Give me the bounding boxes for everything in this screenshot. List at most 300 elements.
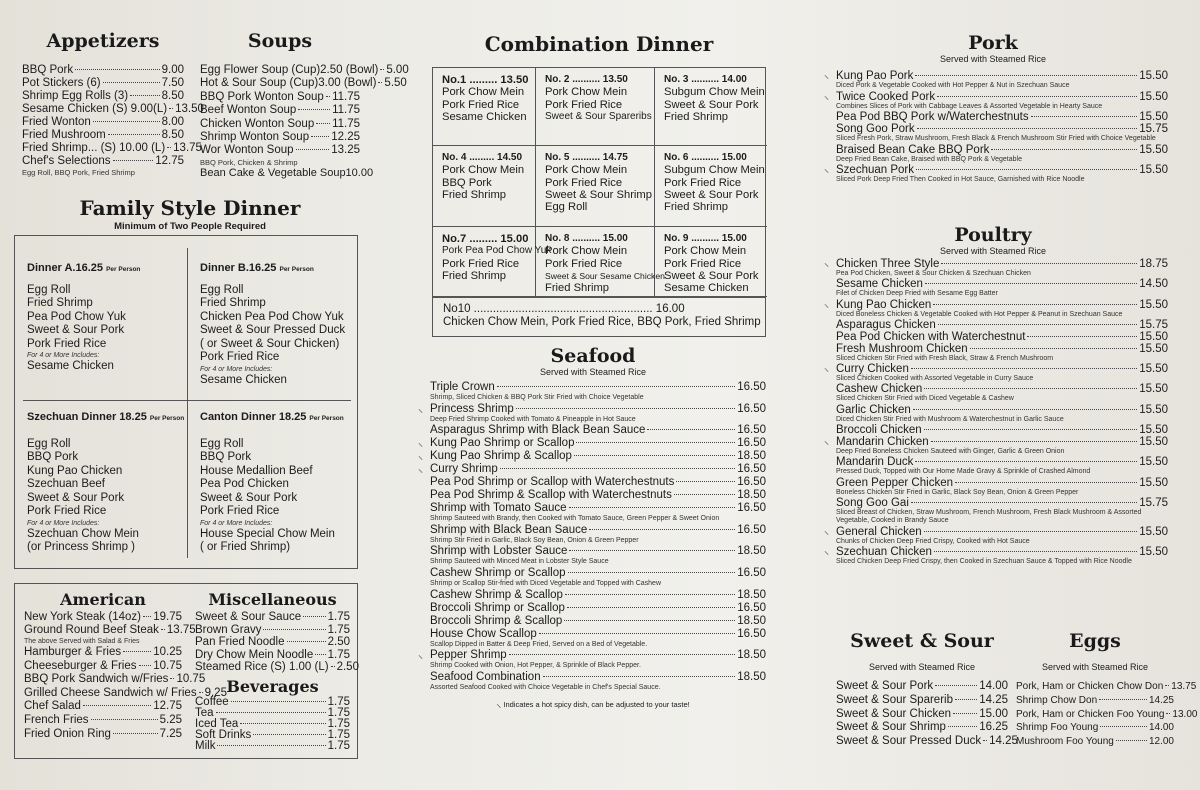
leader-dots xyxy=(933,304,1137,305)
item-price: 7.50 xyxy=(161,77,184,89)
family-title: Family Style Dinner xyxy=(79,196,301,220)
soups-title: Soups xyxy=(247,30,313,52)
item-price: 16.50 xyxy=(737,566,766,579)
leader-dots xyxy=(647,429,735,430)
dinner-b: Dinner B.16.25 Per Person Egg Roll Fried Shrimp Chicken Pea Pod Chow Yuk Sweet & Sour Pressed Duck ( or Sweet & Sour Chicken) Pork Fried Rice For 4 or More Includes: Sesame Chicken xyxy=(200,262,346,387)
sweetsour-section xyxy=(836,630,1018,749)
sweetsour-subtitle: Served with Steamed Rice xyxy=(868,662,976,672)
leader-dots xyxy=(941,263,1137,264)
item-description: Shrimp or Scallop Stir-fried with Diced Vegetable and Topped with Cashew xyxy=(430,579,661,587)
item-name: Shrimp Chow Don xyxy=(1016,694,1098,706)
item-name: Sesame Chicken (S) 9.00(L) xyxy=(22,103,168,115)
leader-dots xyxy=(103,82,160,83)
menu-item xyxy=(24,611,182,624)
menu-item xyxy=(824,298,1168,311)
menu-item xyxy=(200,131,360,144)
leader-dots xyxy=(139,665,152,666)
item-name: Chef's Selections xyxy=(22,155,111,167)
dinner-item: Sweet & Sour Pork xyxy=(27,491,125,504)
item-description: Shrimp Cooked with Onion, Hot Pepper, & Sprinkle of Black Pepper. xyxy=(430,662,641,670)
item-name: Fried Onion Ring xyxy=(24,727,111,740)
item-price: 15.50 xyxy=(1139,403,1168,416)
item-description: Deep Fried Bean Cake, Braised with BBQ Pork & Vegetable xyxy=(836,155,1022,163)
combo-item: Pork Chow Mein xyxy=(442,164,525,177)
leader-dots xyxy=(913,409,1137,410)
item-name: Mushroom Foo Young xyxy=(1016,736,1114,748)
item-price: 19.75 xyxy=(153,611,182,623)
combo-item: Subgum Chow Mein xyxy=(664,164,765,177)
appetizers-list xyxy=(22,64,204,168)
item-price: 1.75 xyxy=(327,739,350,752)
item-name: Broccoli Shrimp or Scallop xyxy=(430,601,565,614)
item-name: Shrimp Foo Young xyxy=(1016,722,1099,734)
item-name: French Fries xyxy=(24,713,89,726)
combo-number: No. 6 .......... 15.00 xyxy=(664,152,747,163)
item-price: 16.50 xyxy=(737,523,766,536)
item-name: Fried Wonton xyxy=(22,116,91,128)
item-description: Sliced Fresh Pork, Straw Mushroom, Fresh Black & French Mushroom Stir Fried with Choice Vegetable xyxy=(836,135,1156,142)
item-name: Tea xyxy=(195,706,214,719)
leader-dots xyxy=(569,550,735,551)
item-description: Filet of Chicken Deep Fried with Sesame Egg Batter xyxy=(836,290,998,298)
hot-pepper-icon: ⸜ xyxy=(824,90,829,102)
leader-dots xyxy=(253,734,325,735)
combo-title: Combination Dinner xyxy=(484,32,714,56)
leader-dots xyxy=(991,149,1137,150)
leader-dots xyxy=(83,705,151,706)
leader-dots xyxy=(1027,336,1137,337)
leader-dots xyxy=(217,745,325,746)
item-name: Seafood Combination xyxy=(430,670,541,683)
menu-item xyxy=(195,697,350,708)
leader-dots xyxy=(1166,713,1170,714)
menu-item xyxy=(24,673,206,687)
leader-dots xyxy=(108,134,160,135)
leader-dots xyxy=(216,712,326,713)
dinner-item: Fried Shrimp xyxy=(27,297,93,310)
combo-item: Sesame Chicken xyxy=(664,282,749,295)
combo-item: Pork Pea Pod Chow Yuk xyxy=(442,245,552,257)
leader-dots xyxy=(1031,116,1138,117)
item-name: Cashew Chicken xyxy=(836,383,923,396)
menu-item xyxy=(418,402,766,416)
item-description: Combines Slices of Pork with Cabbage Leaves & Assorted Vegetable in Hearty Sauce xyxy=(836,102,1103,110)
item-name: Mandarin Duck xyxy=(836,456,914,469)
leader-dots xyxy=(934,551,1137,552)
menu-item xyxy=(836,278,1168,290)
menu-item xyxy=(430,615,766,628)
dinner-item: Sweet & Sour Pork xyxy=(27,324,125,337)
dinner-item: Pork Fried Rice xyxy=(27,505,107,518)
combo-item: Pork Chow Mein xyxy=(442,86,525,99)
item-name: Pork, Ham or Chicken Foo Young xyxy=(1016,708,1165,720)
item-price: 1.75 xyxy=(327,717,350,730)
combo-cell xyxy=(433,146,536,227)
item-price: 2.50 xyxy=(336,661,359,674)
combo-item: Egg Roll xyxy=(545,201,588,214)
menu-item xyxy=(824,525,1168,538)
item-price: 14.00 xyxy=(979,680,1008,692)
item-price: 18.50 xyxy=(737,450,766,463)
item-name: Pea Pod Chicken with Waterchestnut xyxy=(836,330,1026,343)
menu-item xyxy=(430,545,766,558)
item-name: BBQ Pork Sandwich w/Fries xyxy=(24,673,169,686)
combo-number: No.7 ......... 15.00 xyxy=(442,233,529,245)
item-name: Dry Chow Mein Noodle xyxy=(195,648,314,661)
leader-dots xyxy=(911,502,1137,503)
combo-item: Sweet & Sour Spareribs xyxy=(545,110,652,122)
combo-cell xyxy=(536,227,665,297)
item-description: Shrimp Stir Fried in Garlic, Black Soy Bean, Onion & Green Pepper xyxy=(430,536,639,544)
menu-item xyxy=(195,741,350,752)
item-price: 18.50 xyxy=(737,588,766,601)
leader-dots xyxy=(516,408,736,409)
leader-dots xyxy=(948,726,977,727)
item-price: 14.25 xyxy=(979,693,1008,706)
item-price: 18.50 xyxy=(737,489,766,502)
hot-pepper-icon: ⸜ xyxy=(824,436,829,448)
hot-pepper-icon: ⸜ xyxy=(418,403,423,415)
menu-item xyxy=(22,116,184,129)
combo-cell xyxy=(655,227,767,297)
item-price: 13.75 xyxy=(166,624,196,636)
leader-dots xyxy=(298,109,330,110)
item-name: Sesame Chicken xyxy=(836,278,923,291)
dinner-item: Egg Roll xyxy=(200,437,244,450)
hot-pepper-icon: ⸜ xyxy=(824,363,829,375)
menu-item xyxy=(836,343,1168,355)
leader-dots xyxy=(925,283,1137,284)
combo-box xyxy=(432,67,766,337)
combo-cell xyxy=(433,227,552,297)
combo-item: Pork Chow Mein xyxy=(545,164,628,177)
leader-dots xyxy=(1099,699,1147,700)
leader-dots xyxy=(169,108,173,109)
menu-item xyxy=(836,111,1168,123)
dinner-item: BBQ Pork xyxy=(27,451,79,464)
item-description: Shrimp Sauteed with Minced Meat in Lobster Style Sauce xyxy=(430,558,609,566)
item-name: Iced Tea xyxy=(195,717,239,730)
item-name: Sweet & Sour Sauce xyxy=(195,611,302,623)
dinner-item: Pork Fried Rice xyxy=(27,337,107,350)
leader-dots xyxy=(539,633,735,634)
item-name: Broccoli Shrimp & Scallop xyxy=(430,614,563,627)
leader-dots xyxy=(915,461,1137,462)
item-price: 5.25 xyxy=(159,713,182,726)
item-price: 15.50 xyxy=(1139,436,1168,449)
menu-item xyxy=(200,64,409,77)
item-name: Sweet & Sour Sparerib xyxy=(836,693,953,706)
menu-item xyxy=(836,721,1008,735)
menu-item xyxy=(24,686,227,701)
menu-item xyxy=(1016,735,1174,749)
item-price: 18.50 xyxy=(737,670,766,683)
menu-item xyxy=(22,129,184,142)
item-name: New York Steak (14oz) xyxy=(24,611,141,623)
leader-dots xyxy=(953,713,977,714)
dinner-item: Pork Fried Rice xyxy=(200,351,280,364)
beverages-title: Beverages xyxy=(226,676,319,696)
combo-number: No. 2 .......... 13.50 xyxy=(545,74,628,85)
item-description: Deep Fried Shrimp Cooked with Tomato & Pineapple in Hot Sauce xyxy=(430,415,636,423)
item-price: 14.25 xyxy=(989,735,1018,748)
dinner-item: Fried Shrimp xyxy=(200,297,266,310)
combo-number: No. 3 .......... 14.00 xyxy=(664,74,747,85)
hot-pepper-icon: ⸜ xyxy=(824,525,829,537)
item-description: Chunks of Chicken Deep Fried Crispy, Cooked with Hot Sauce xyxy=(836,537,1030,545)
seafood-title: Seafood xyxy=(550,345,636,367)
leader-dots xyxy=(263,629,325,630)
leader-dots xyxy=(170,678,174,679)
item-name: Pea Pod Shrimp & Scallop with Waterchestnuts xyxy=(430,489,672,502)
leader-dots xyxy=(983,740,987,741)
item-name: Fried Shrimp... (S) 10.00 (L) xyxy=(22,142,166,154)
item-name: House Chow Scallop xyxy=(430,627,537,640)
soups-list xyxy=(200,64,409,158)
item-name: Kung Pao Shrimp or Scallop xyxy=(430,437,575,450)
combo-item: Pork Chow Mein xyxy=(545,86,628,99)
item-price: 11.75 xyxy=(332,90,360,103)
leader-dots xyxy=(296,149,330,150)
menu-item xyxy=(836,123,1168,135)
item-price: 13.75 xyxy=(173,142,202,154)
leader-dots xyxy=(543,676,736,677)
item-name: Princess Shrimp xyxy=(430,402,514,415)
dinner-item: Pea Pod Chow Yuk xyxy=(27,310,126,323)
menu-item xyxy=(824,258,1168,270)
item-name: Pepper Shrimp xyxy=(430,649,507,662)
item-price: 11.75 xyxy=(332,104,360,117)
menu-item xyxy=(430,671,766,684)
menu-item xyxy=(22,142,202,155)
dinner-item: Pea Pod Chicken xyxy=(200,478,289,491)
dinner-item: Sweet & Sour Pork xyxy=(200,491,298,504)
item-name: Grilled Cheese Sandwich w/ Fries xyxy=(24,686,197,699)
menu-item xyxy=(836,477,1168,489)
item-price: 1.75 xyxy=(327,623,350,636)
soups-section xyxy=(200,30,409,180)
item-name: Green Pepper Chicken xyxy=(836,476,953,489)
item-price: 11.75 xyxy=(332,117,360,130)
item-price: 15.50 xyxy=(1139,363,1168,376)
item-description: Sliced Chicken Deep Fried Crispy, then Cooked in Szechuan Sauce & Topped with Rice Noodle xyxy=(836,557,1132,565)
item-price: 5.50 xyxy=(384,77,407,90)
leader-dots xyxy=(167,147,171,148)
menu-item xyxy=(824,436,1168,449)
item-description: Deep Fried Boneless Chicken Sauteed with Ginger, Garlic & Green Onion xyxy=(836,448,1065,456)
combo-item: Pork Fried Rice xyxy=(442,98,520,111)
item-price: 15.50 xyxy=(1139,456,1168,469)
item-price: 9.25 xyxy=(204,686,227,699)
menu-item xyxy=(24,646,182,660)
menu-item xyxy=(824,90,1168,103)
item-description: Sliced Chicken Stir Fried with Fresh Black, Straw & French Mushroom xyxy=(836,354,1054,362)
menu-item xyxy=(836,497,1168,509)
combo-cell xyxy=(655,68,767,146)
item-name: Kung Pao Shrimp & Scallop xyxy=(430,450,572,463)
combo-cell xyxy=(655,146,767,227)
item-price: 16.25 xyxy=(979,721,1008,734)
leader-dots xyxy=(303,616,325,617)
item-name: Shrimp Egg Rolls (3) xyxy=(22,90,129,102)
menu-item xyxy=(430,424,766,437)
leader-dots xyxy=(315,654,325,655)
item-price: 15.50 xyxy=(1139,298,1168,311)
combo-item: Subgum Chow Mein xyxy=(664,86,765,99)
menu-item xyxy=(195,611,350,624)
menu-item xyxy=(836,404,1168,416)
menu-item xyxy=(24,660,182,674)
leader-dots xyxy=(955,482,1137,483)
leader-dots xyxy=(911,368,1137,369)
menu-item xyxy=(418,649,766,662)
item-name: Kung Pao Pork xyxy=(836,70,914,82)
leader-dots xyxy=(143,616,151,617)
item-price: 15.50 xyxy=(1139,164,1168,176)
item-price: 2.50 xyxy=(327,636,350,649)
item-name: Sweet & Sour Shrimp xyxy=(836,721,946,734)
item-price: 18.75 xyxy=(1139,258,1168,270)
leader-dots xyxy=(935,685,977,686)
item-price: 14.00 xyxy=(1148,722,1174,734)
item-price: 8.00 xyxy=(161,116,184,128)
item-price: 1.75 xyxy=(327,706,350,719)
combo-item: Sesame Chicken xyxy=(442,110,527,123)
item-name: Coffee xyxy=(195,695,229,708)
item-name: Pea Pod BBQ Pork w/Waterchestnuts xyxy=(836,111,1029,123)
item-description: Shrimp Sauteed with Brandy, then Cooked with Tomato Sauce, Green Pepper & Sweet Onion xyxy=(430,515,720,523)
item-price: 15.50 xyxy=(1139,383,1168,396)
item-description: Pea Pod Chicken, Sweet & Sour Chicken & Szechuan Chicken xyxy=(836,270,1031,277)
leader-dots xyxy=(565,594,735,595)
leader-dots xyxy=(1100,726,1147,727)
item-name: Cashew Shrimp or Scallop xyxy=(430,566,566,579)
poultry-subtitle: Served with Steamed Rice xyxy=(939,246,1047,256)
hot-pepper-icon: ⸜ xyxy=(824,164,829,175)
leader-dots xyxy=(564,620,735,621)
item-name: Pot Stickers (6) xyxy=(22,77,101,89)
menu-item xyxy=(22,103,204,116)
menu-item xyxy=(418,450,766,463)
appetizers-title: Appetizers xyxy=(46,30,160,52)
menu-item xyxy=(430,502,766,515)
item-price: 16.50 xyxy=(737,476,766,489)
menu-item xyxy=(836,319,1168,331)
item-name: BBQ Pork Wonton Soup xyxy=(200,90,324,103)
item-name: Ground Round Beef Steak xyxy=(24,624,159,636)
leader-dots xyxy=(326,96,330,97)
menu-item xyxy=(836,144,1168,156)
leader-dots xyxy=(674,494,735,495)
item-name: Hot & Sour Soup (Cup)3.00 (Bowl) xyxy=(200,77,377,90)
item-price: 13.00 xyxy=(1172,708,1198,720)
item-price: 15.50 xyxy=(1139,111,1168,123)
hot-pepper-icon: ⸜ xyxy=(824,70,829,81)
family-box xyxy=(14,235,358,569)
menu-item xyxy=(200,144,360,157)
item-name: Fresh Mushroom Chicken xyxy=(836,342,968,355)
combo-cell xyxy=(433,68,536,146)
item-price: 16.50 xyxy=(737,381,766,393)
item-name: Asparagus Chicken xyxy=(836,318,936,331)
leader-dots xyxy=(123,651,151,652)
item-name: Egg Flower Soup (Cup)2.50 (Bowl) xyxy=(200,64,379,76)
item-name: Curry Shrimp xyxy=(430,463,498,476)
item-name: Hamburger & Fries xyxy=(24,646,122,658)
combo-number: No. 9 .......... 15.00 xyxy=(664,233,747,244)
hot-pepper-icon: ⸜ xyxy=(418,650,423,662)
item-price: 18.50 xyxy=(737,614,766,627)
combo-item: Fried Shrimp xyxy=(442,188,507,201)
menu-item xyxy=(24,624,196,637)
pork-section xyxy=(818,32,1168,185)
item-name: Fried Mushroom xyxy=(22,129,106,141)
combo-item: Pork Fried Rice xyxy=(664,176,742,189)
hot-pepper-icon: ⸜ xyxy=(418,451,423,463)
menu-item xyxy=(836,708,1008,722)
leader-dots xyxy=(113,733,158,734)
item-price: 15.50 xyxy=(1139,70,1168,82)
menu-item xyxy=(1016,708,1198,722)
leader-dots xyxy=(568,572,736,573)
leader-dots xyxy=(924,429,1138,430)
item-price: 18.50 xyxy=(737,545,766,558)
leader-dots xyxy=(938,324,1137,325)
item-name: Garlic Chicken xyxy=(836,403,911,416)
leader-dots xyxy=(91,719,158,720)
combo-item: Fried Shrimp xyxy=(664,201,729,214)
combo-cell xyxy=(536,146,655,227)
menu-item xyxy=(430,476,766,489)
combo-item: Pork Chow Mein xyxy=(545,245,628,258)
dinner-item: BBQ Pork xyxy=(200,451,252,464)
item-price: 13.50 xyxy=(175,103,204,115)
item-price: 8.50 xyxy=(161,90,184,102)
soups-extra: Bean Cake & Vegetable Soup10.00 xyxy=(200,166,374,179)
leader-dots xyxy=(924,388,1137,389)
combo-number: No. 8 .......... 15.00 xyxy=(545,233,628,244)
menu-item xyxy=(430,628,766,641)
leader-dots xyxy=(589,529,735,530)
leader-dots xyxy=(93,121,160,122)
combo-item: Pork Fried Rice xyxy=(442,257,520,270)
leader-dots xyxy=(380,69,384,70)
item-name: Cheeseburger & Fries xyxy=(24,659,137,672)
item-name: Sweet & Sour Pork xyxy=(836,680,934,692)
item-name: Szechuan Chicken xyxy=(836,545,932,558)
leader-dots xyxy=(497,386,735,387)
item-name: BBQ Pork xyxy=(22,64,74,76)
eggs-subtitle: Served with Steamed Rice xyxy=(1041,662,1149,672)
menu-item xyxy=(824,545,1168,558)
item-price: 15.50 xyxy=(1139,330,1168,343)
item-price: 16.50 xyxy=(737,437,766,450)
combo-item: Fried Shrimp xyxy=(442,269,507,282)
hot-pepper-icon: ⸜ xyxy=(418,438,423,450)
menu-item xyxy=(24,700,182,714)
menu-item xyxy=(22,155,184,168)
item-name: Cashew Shrimp & Scallop xyxy=(430,588,563,601)
item-name: Curry Chicken xyxy=(836,363,909,376)
combo-item: BBQ Pork xyxy=(442,176,492,189)
item-name: Sweet & Sour Pressed Duck xyxy=(836,735,982,748)
dinner-item: Egg Roll xyxy=(27,283,71,296)
leader-dots xyxy=(574,455,735,456)
leader-dots xyxy=(567,607,735,608)
item-description: Diced Chicken Stir Fried with Mushroom & Waterchestnut in Garlic Sauce xyxy=(836,415,1064,423)
menu-item xyxy=(418,463,766,476)
item-price: 15.50 xyxy=(1139,545,1168,558)
